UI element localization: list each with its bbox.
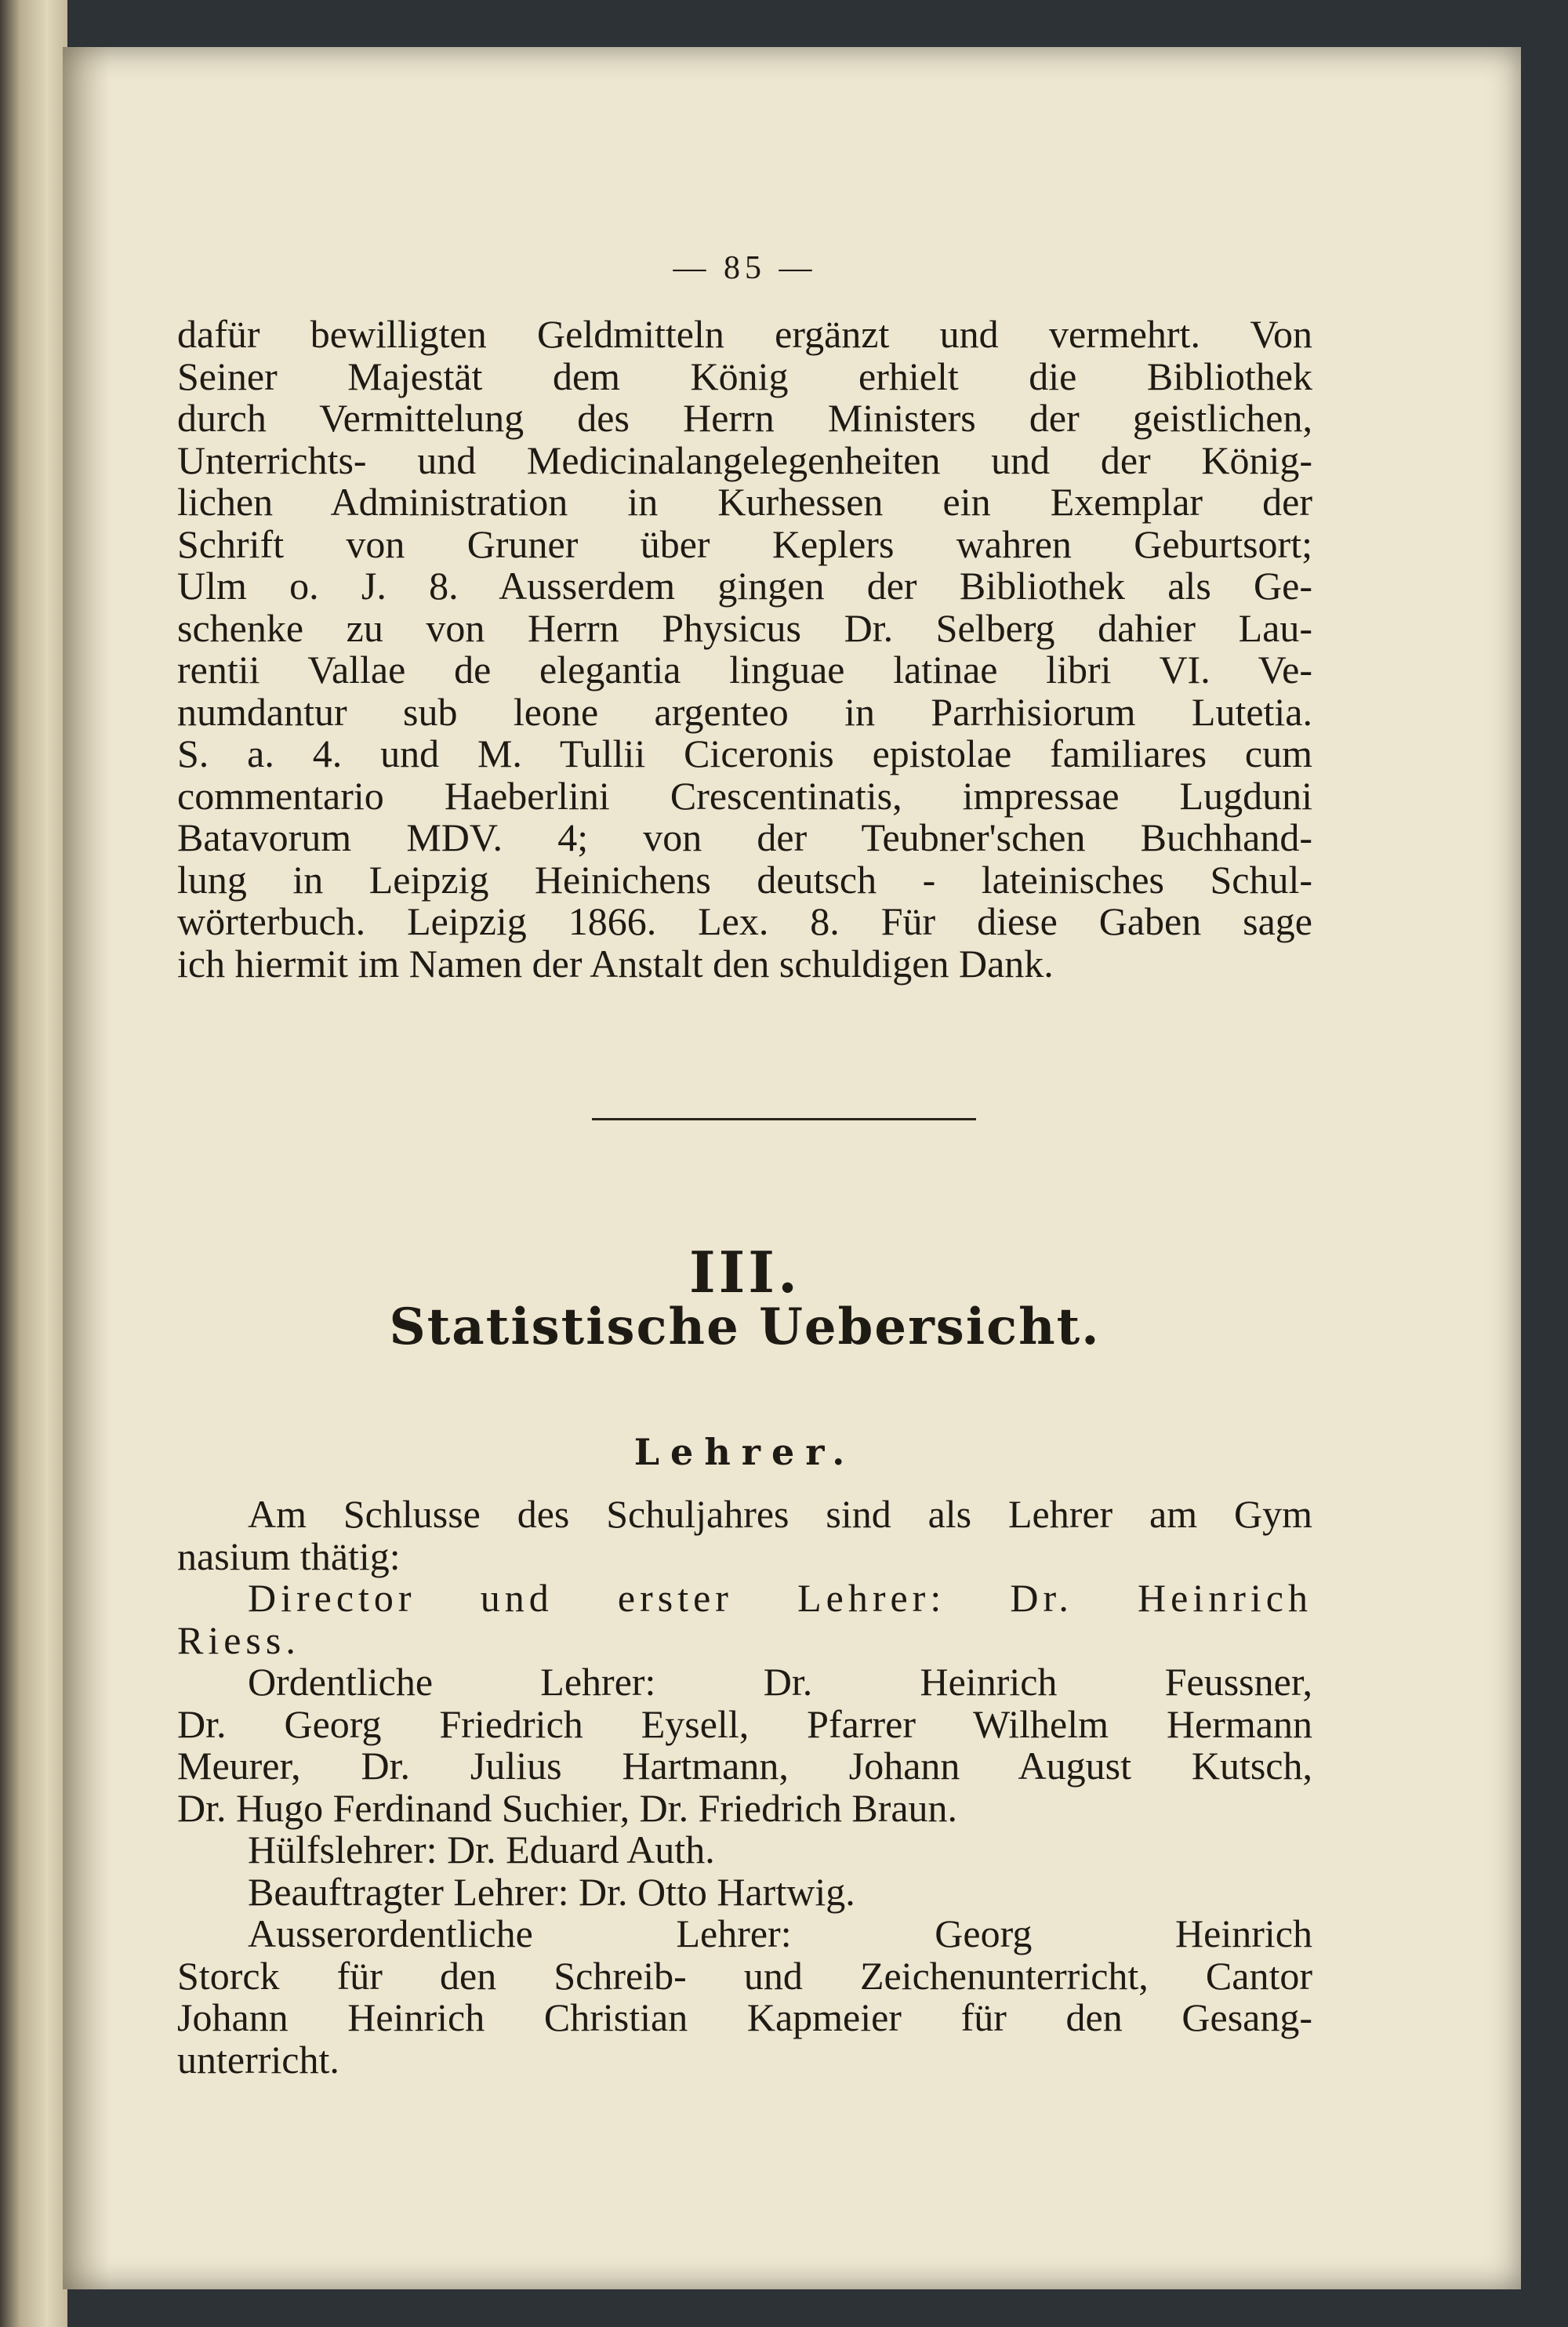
text-line: Ulm o. J. 8. Ausserdem gingen der Bibliothek als Ge- (177, 564, 1312, 608)
sub-heading-teachers: Lehrer. (633, 1431, 856, 1473)
text-line: nasium thätig: (177, 1534, 401, 1578)
text-line: Meurer, Dr. Julius Hartmann, Johann August Kutsch, (177, 1744, 1312, 1788)
text-line: Ordentliche Lehrer: Dr. Heinrich Feussner, (248, 1660, 1312, 1704)
text-line: rentii Vallae de elegantia linguae latinae libri VI. Ve- (177, 648, 1312, 692)
text-line: Ausserordentliche Lehrer: Georg Heinrich (248, 1911, 1312, 1955)
text-line: schenke zu von Herrn Physicus Dr. Selberg dahier Lau- (177, 605, 1312, 650)
page-number: — 85 — (673, 250, 817, 286)
text-line: Riess. (177, 1617, 300, 1662)
text-line: Unterrichts- und Medicinalangelegenheiten und der König- (177, 437, 1312, 482)
text-line: Dr. Georg Friedrich Eysell, Pfarrer Wilhelm Hermann (177, 1701, 1312, 1746)
text-line: Director und erster Lehrer: Dr. Heinrich (248, 1576, 1312, 1620)
text-line: Storck für den Schreib- und Zeichenunterricht, Cantor (177, 1953, 1312, 1998)
text-line: Hülfslehrer: Dr. Eduard Auth. (248, 1828, 715, 1871)
text-line: S. a. 4. und M. Tullii Ciceronis epistolae familiares cum (177, 731, 1312, 775)
text-line: commentario Haeberlini Crescentinatis, impressae Lugduni (177, 773, 1312, 818)
section-number: III. (688, 1239, 801, 1305)
text-line: dafür bewilligten Geldmitteln ergänzt und vermehrt. Von (177, 312, 1312, 356)
text-line: Dr. Hugo Ferdinand Suchier, Dr. Friedrich Braun. (177, 1785, 958, 1830)
text-line: Am Schlusse des Schuljahres sind als Lehrer am Gym (248, 1492, 1312, 1536)
text-line: lung in Leipzig Heinichens deutsch - lateinisches Schul- (177, 857, 1312, 902)
text-line: unterricht. (177, 2037, 339, 2082)
text-line: Seiner Majestät dem König erhielt die Bibliothek (177, 354, 1312, 398)
paragraph-library-donations (177, 314, 1312, 985)
paragraph-teachers (177, 1494, 1312, 2081)
text-line: ich hiermit im Namen der Anstalt den schuldigen Dank. (177, 941, 1054, 986)
text-line: Johann Heinrich Christian Kapmeier für den Gesang- (177, 1995, 1312, 2039)
text-line: Beauftragter Lehrer: Dr. Otto Hartwig. (248, 1869, 855, 1914)
section-title: Statistische Uebersicht. (389, 1298, 1101, 1356)
book-edge (0, 0, 67, 2327)
text-line: numdantur sub leone argenteo in Parrhisiorum Lutetia. (177, 689, 1312, 734)
text-line: lichen Administration in Kurhessen ein Exemplar der (177, 480, 1312, 524)
section-divider (592, 1118, 976, 1120)
text-line: Batavorum MDV. 4; von der Teubner'schen Buchhand- (177, 815, 1312, 859)
text-line: Schrift von Gruner über Keplers wahren Geburtsort; (177, 521, 1312, 566)
text-line: wörterbuch. Leipzig 1866. Lex. 8. Für diese Gaben sage (177, 899, 1312, 943)
text-line: durch Vermittelung des Herrn Ministers der geistlichen, (177, 396, 1312, 440)
spine-shadow (63, 47, 110, 2289)
